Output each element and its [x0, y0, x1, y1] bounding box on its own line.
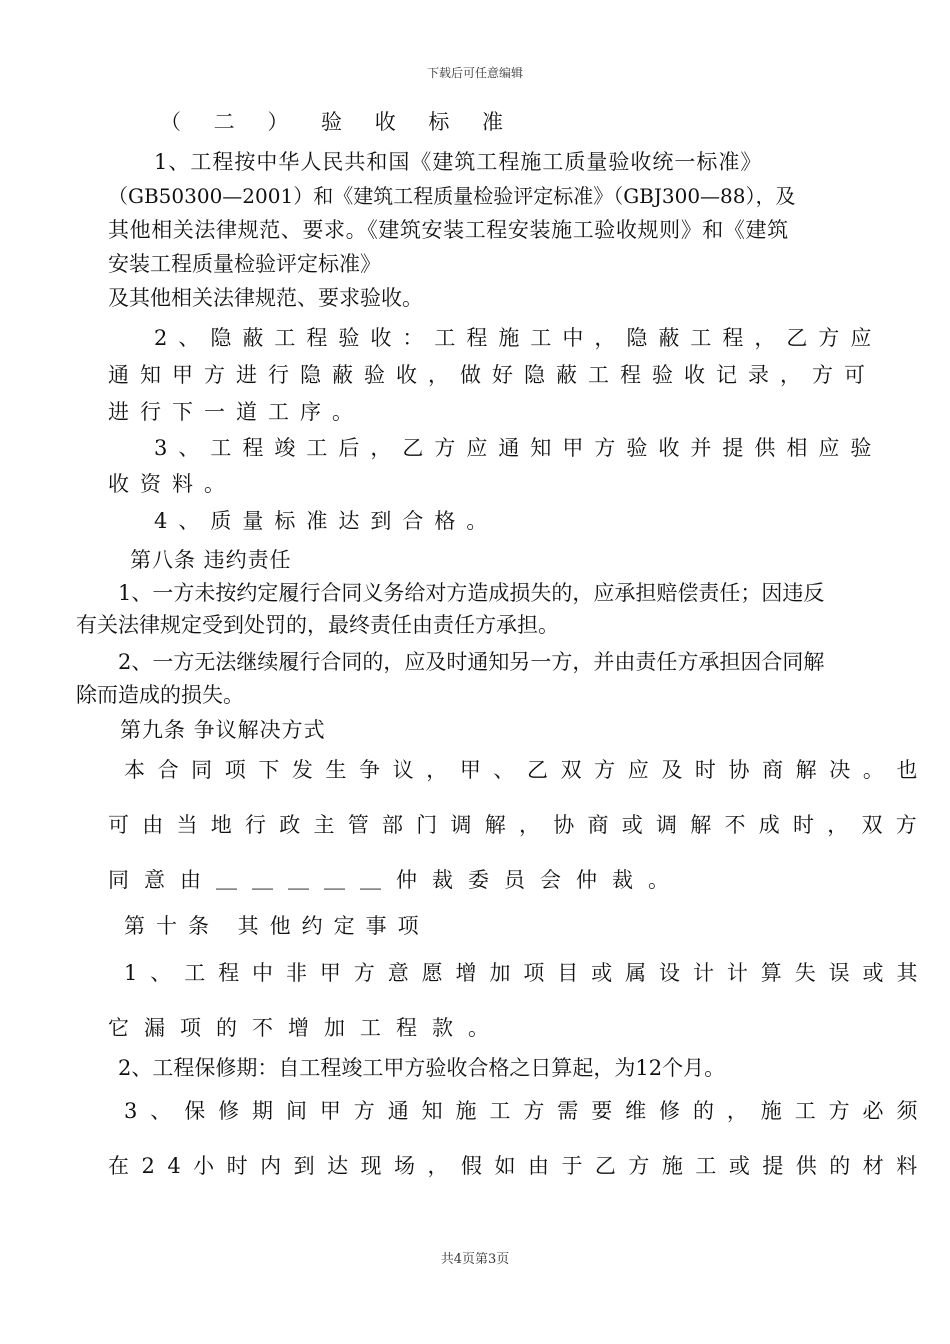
paragraph-line: 同意由＿＿＿＿＿仲裁委员会仲裁。	[108, 868, 684, 892]
paragraph-line: 除而造成的损失。	[76, 683, 244, 707]
page-footer-page-number: 共4页第3页	[440, 1252, 510, 1267]
paragraph-line: 本合同项下发生争议，甲、乙双方应及时协商解决。也	[124, 758, 930, 782]
paragraph-line: 收资料。	[108, 472, 236, 496]
paragraph-line: 进行下一道工序。	[108, 400, 364, 424]
paragraph-line: 4、质量标准达到合格。	[154, 509, 499, 533]
paragraph-line: 可由当地行政主管部门调解，协商或调解不成时，双方	[108, 813, 930, 837]
paragraph-line: 1、工程中非甲方意愿增加项目或属设计计算失误或其	[124, 961, 931, 985]
paragraph-line: 有关法律规定受到处罚的，最终责任由责任方承担。	[76, 613, 559, 637]
paragraph-line: 在24小时内到达现场，假如由于乙方施工或提供的材料	[108, 1154, 930, 1178]
paragraph-line: 其他相关法律规范、要求。《建筑安装工程安装施工验收规则》和《建筑	[108, 218, 789, 242]
paragraph-line: 2、隐蔽工程验收：工程施工中，隐蔽工程，乙方应	[154, 326, 883, 350]
paragraph-line: 2、一方无法继续履行合同的，应及时通知另一方，并由责任方承担因合同解	[118, 650, 825, 674]
section-heading-acceptance-standard: （ 二 ） 验 收 标 准	[160, 110, 517, 134]
article-heading-breach: 第八条 违约责任	[130, 548, 292, 572]
paragraph-line: 及其他相关法律规范、要求验收。	[108, 286, 423, 310]
article-heading-dispute: 第九条 争议解决方式	[120, 718, 326, 742]
paragraph-line: 2、工程保修期：自工程竣工甲方验收合格之日算起，为12个月。	[118, 1056, 726, 1080]
paragraph-line: 3、保修期间甲方通知施工方需要维修的，施工方必须	[124, 1099, 931, 1123]
article-heading-other-terms: 第十条 其他约定事项	[124, 914, 430, 938]
paragraph-line: 1、一方未按约定履行合同义务给对方造成损失的，应承担赔偿责任；因违反	[118, 581, 825, 605]
paragraph-line: 3、工程竣工后，乙方应通知甲方验收并提供相应验	[154, 436, 883, 460]
page-header: 下载后可任意编辑	[426, 66, 523, 80]
paragraph-line: 它漏项的不增加工程款。	[108, 1016, 504, 1040]
paragraph-line: 1、工程按中华人民共和国《建筑工程施工质量验收统一标准》	[154, 150, 763, 174]
paragraph-line: 通知甲方进行隐蔽验收，做好隐蔽工程验收记录，方可	[108, 363, 876, 387]
paragraph-line: 安装工程质量检验评定标准》	[108, 252, 381, 276]
paragraph-line: （GB50300—2001）和《建筑工程质量检验评定标准》（GBJ300—88），及	[108, 184, 796, 208]
